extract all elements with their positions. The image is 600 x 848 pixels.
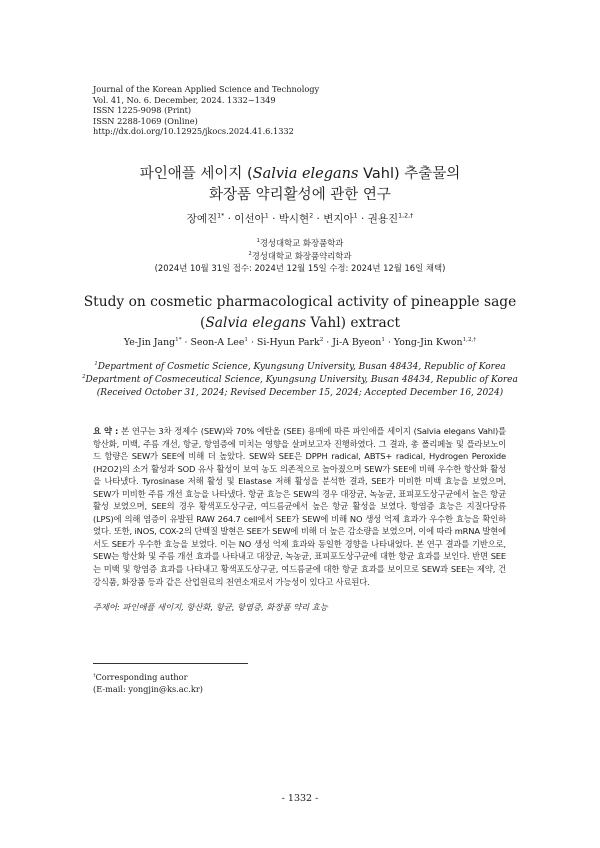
corresponding-author — [93, 672, 203, 695]
ko-aff-2: 경성대학교 화장품약리학과 — [251, 250, 352, 261]
author-sup: 2 — [319, 336, 324, 343]
aff-sup: 2 — [248, 250, 252, 257]
en-title-post: Vahl) extract — [306, 314, 401, 331]
en-aff-1: Department of Cosmetic Science, Kyungsung University, Busan 48434, Republic of Korea — [97, 362, 506, 372]
dagger-mark: † — [93, 672, 96, 679]
author-sup: 1 — [381, 336, 385, 343]
en-title-line1: Study on cosmetic pharmacological activity of pineapple sage — [83, 294, 517, 310]
author-name: Si-Hyun Park — [256, 337, 320, 348]
author-sup: 1* — [217, 212, 225, 220]
journal-name: Journal of the Korean Applied Science and Technology — [93, 84, 320, 94]
korean-affiliations — [60, 237, 540, 275]
author-sup: 2 — [309, 212, 314, 220]
en-title-pre: ( — [199, 314, 206, 331]
author-name: Ji-A Byeon — [332, 337, 382, 348]
aff-sup: 1 — [256, 238, 260, 245]
corresponding-label: Corresponding author — [95, 672, 188, 682]
author-name: 장예진 — [186, 213, 218, 225]
ko-dates: (2024년 10월 31일 접수: 2024년 12월 15일 수정: 2024년 12월 16일 채택) — [154, 263, 446, 274]
en-title-species: Salvia elegans — [205, 314, 307, 331]
journal-info — [93, 84, 319, 137]
author-name: 권용진 — [367, 213, 399, 225]
en-aff-2: Department of Cosmeceutical Science, Kyungsung University, Busan 48434, Republic of Korea — [85, 375, 518, 385]
korean-title — [60, 164, 540, 205]
journal-volume: Vol. 41, No. 6. December, 2024. 1332~1349 — [93, 94, 276, 105]
ko-title-line2: 화장품 약리활성에 관한 연구 — [209, 186, 391, 203]
corresponding-email[interactable]: (E-mail: yongjin@ks.ac.kr) — [93, 683, 203, 694]
author-sup: 1,2,† — [462, 336, 477, 343]
footnote-divider — [93, 663, 248, 664]
korean-authors: 장예진$^{1*}$ · 이선아$^1$ · 박시현$^2$ · 변지아$^1$ · 권용진$^{1,2,\dagger}$ — [186, 212, 414, 225]
author-sup: 1* — [175, 336, 182, 343]
issn-online: ISSN 2288-1069 (Online) — [93, 115, 198, 126]
author-name: Seon-A Lee — [190, 337, 245, 348]
english-affiliations — [60, 361, 540, 400]
issn-print: ISSN 1225-9098 (Print) — [93, 105, 192, 116]
en-dates: (Received October 31, 2024; Revised December 15, 2024; Accepted December 16, 2024) — [96, 388, 504, 398]
ko-aff-1: 경성대학교 화장품학과 — [259, 238, 344, 248]
ko-title-post: Vahl) 추출물의 — [358, 166, 461, 182]
ko-title-species: Salvia elegans — [252, 166, 359, 182]
author-sup: 1,2,† — [398, 212, 414, 220]
author-sup: 1 — [244, 336, 248, 343]
page-number: - 1332 - — [281, 793, 319, 804]
abstract — [93, 425, 506, 588]
ko-title-pre: 파인애플 세이지 ( — [139, 166, 253, 182]
aff-sup: 2 — [82, 374, 86, 380]
author-name: 이선아 — [234, 213, 265, 225]
author-sup: 1 — [264, 212, 269, 220]
aff-sup: 1 — [94, 361, 98, 367]
english-title — [60, 292, 540, 333]
abstract-label: 요 약 : — [93, 426, 119, 436]
author-name: 박시현 — [278, 213, 310, 225]
abstract-text: 본 연구는 3차 정제수 (SEW)와 70% 에탄올 (SEE) 용매에 따른 파인애플 세이지 (Salvia elegans Vahl)를 항산화, 미백, 주름 개선, 항균, 항염증에 미치는 영향을 살펴보고자 진행하였다. 그 결과, 총 폴리페놀 및 플라보노이드 함량은 SEW가 SEE에 비해 더 높았다. SEW와 SEE은 DPPH radical, ABTS+ radical, Hydrogen Peroxide (H2O2)의 소거 활성과 SOD 유사 활성이 보여 농도 의존적으로 높아졌으며 SEW가 SEE에 비해 우수한 항산화 활성을 나타냈다. Tyrosinase 저해 활성 및 Elastase 저해 활성을 분석한 결과, SEE가 미비한 미백 효능을 보였으며, SEW가 미비한 주름 개선 효능을 나타냈다. 항균 효능은 SEW의 경우 대장균, 녹농균, 표피포도상구균에서 높은 항균 활성 보였으며, SEE의 경우 황색포도상구균, 여드름균에서 높은 항균 활성을 보였다. 항염증 효능은 지질다당류 (LPS)에 의해 염증이 유발된 RAW 264.7 cell에서 SEE가 SEW에 비해 NO 생성 억제 효과가 우수한 효능을 확인하였다. 또한, iNOS, COX-2의 단백질 발현은 SEE가 SEW에 비해 더 높은 감소량을 보였으며, 이에 따라 mRNA 발현에서도 SEE가 우수한 효능을 보였다. 이는 NO 생성 억제 효과와 동일한 경향을 나타내었다. 본 연구 결과를 기반으로, SEW는 항산화 및 주름 개선 효과를 나타내고 대장균, 녹농균, 표피포도상구균에 대한 항균 효과를 보인다. 반면 SEE는 미백 및 항염증 효과를 나타내고 황색포도상구균, 여드름균에 대한 항균 효과를 보이므로 SEW과 SEE는 제약, 건강식품, 화장품 등과 같은 산업원료의 천연소재로서 가능성이 있다고 사료된다. — [93, 426, 507, 587]
author-name: 변지아 — [323, 213, 354, 225]
author-sup: 1 — [353, 212, 358, 220]
english-authors: Ye-Jin Jang$^{1*}$ · Seon-A Lee$^1$ · Si-Hyun Park$^2$ · Ji-A Byeon$^1$ · Yong-Jin Kwon$^{1,2,\dagger}$ — [123, 336, 477, 348]
author-name: Yong-Jin Kwon — [393, 337, 463, 348]
author-name: Ye-Jin Jang — [123, 337, 176, 348]
keywords: 주제어: 파인애플 세이지, 항산화, 항균, 항염증, 화장품 약리 효능 — [93, 602, 328, 612]
doi-link[interactable]: http://dx.doi.org/10.12925/jkocs.2024.41.6.1332 — [93, 126, 294, 137]
